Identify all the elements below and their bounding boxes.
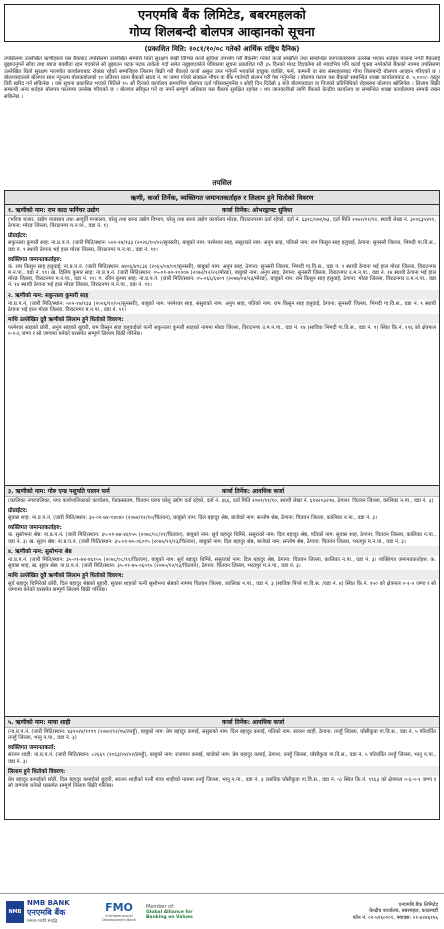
proprietor-details: सकुन्तला कुमारी साह: ना.प्र.प.नं. (जारी मिति/स्थान: ५०२-१७/१३३ (२०२६/१०/०२/सुनसरी), बाबुको नाम: परमेश्वर साह, ससुराको नाम: अनुप साह, पतिको नाम: राम किसुन साह हलुवाई, ठेगाना: सुनसरी जिल्ला, भिमदी गा.वि.स., वडा नं. ९ स्थायी ठेगाना भई हाल मोरङ जिल्ला, विराटनगर म.न.पा., वडा नं. ११। [8, 240, 436, 253]
section-2 [5, 486, 439, 717]
notice-title-line1: एनएमबि बैंक लिमिटेड, बबरमहलको [138, 7, 306, 22]
guarantor-details: क. राम किसुन साह हलुवाई: ना.प्र.प.नं. (जारी मिति/स्थान: ७४०६/४९८३६ (२०६५/०४/०१/सुनसरी), बाबुको नाम: अनुप साह, ठेगाना: सुनसरी जिल्ला, भिमदी गा.वि.स., वडा नं. ९ स्थायी ठेगाना भई हाल मोरङ जिल्ला, विराटनगर म.न.पा., वडा नं. ११। ख. दिलिप कुमार साह: ना.प्र.प.नं. (जारी मिति/स्थान: ०५-०१-७०-१०००७ (२०७२/१२/२२/मोरङ), बाबुको नाम: अनुप साह, ठेगाना: सुनसरी जिल्ला, विराटनगर उ.म.न.पा., वडा नं. १४ स्थायी ठेगाना भई हाल मोरङ जिल्ला, विराटनगर म.न.पा., वडा नं. ११। ग. रविन कुमार साह: ना.प्र.प.नं. (जारी मिति/स्थान: ०५-०६६/६४०९ (२०७७/०४/२३/मोरङ), बाबुको नाम: राम किसुन साह हलुवाई, ठेगाना: मोरङ जिल्ला, विराटनगर उ.म.न.पा., वडा नं. १४ स्थायी ठेगाना भई हाल मोरङ जिल्ला, विराटनगर म.न.पा., वडा नं. ११। [8, 263, 436, 289]
address-line-1: एनएमबि बैंक लिमिटेड [398, 902, 438, 909]
bank-tagline: सम्भव गराउँदै समृद्धि [27, 918, 58, 923]
loan-type: कर्जा तिर्नेक: आवधिक कर्जा [222, 488, 285, 495]
section-bar [5, 205, 439, 216]
section-bar [5, 717, 439, 728]
loan-type: कर्जा तिर्नेक: आवधिक कर्जा [222, 719, 285, 726]
guarantor-details: क. सुसोभना श्रेष्ठ: ना.प्र.प.नं. (जारी मिति/स्थान: ३५-०१-७४-४६१५५ (२०७८/०८/११/चितवन), बाबुको नाम: सुर्य बहादुर थिमिरे, ससुराको नाम: दिल बहादुर श्रेष्ठ, पतिको नाम: सुवास शाह, ठेगाना: चितवन जिल्ला, कालिका न.पा., वडा नं. ३। ख. सुहन श्रेष्ठ: ना.प्र.प.नं. (जारी मिति/स्थान: ३५-०१-७५-०६०१५ (२०७५/१२/१३/चितवन), बाबुको नाम: दिल बहादुर श्रेष्ठ, बाजेको नाम: सन्तोष श्रेष्ठ, ठेगाना: चितवन जिल्ला, भरतपुर म.न.पा., वडा नं. ३। [8, 532, 436, 545]
notice-title-line2: गोप्य शिलबन्दी बोलपत्र आव्हानको सूचना [129, 24, 315, 39]
publication-note: (प्रकाशित मिति: २०८१/१०/०८ गतेको आर्थिक राष्ट्रिय दैनिक) [144, 45, 300, 53]
notice-title-box [4, 4, 440, 42]
loan-type: कर्जा तिर्नेक: ओभरड्राफ्ट सुविधा [222, 207, 293, 214]
borrower-details: (भरिया बजार, उद्योग व्यवसाय तथा आपूर्ति मन्त्रालय, घरेलु तथा साना उद्योग विभाग, घरेलु तथा साना उद्योग कार्यालय मोरङ, विराटनगरमा दर्ता रहेको, दर्ता नं. ६३२८/०७२/७३, दर्ता मिति २०७२/०१/१२, स्थायी लेखा नं. ३००६३५४९१, ठेगाना: मोरङ जिल्ला, विराटनगर म.न.पा., वडा नं. १) [8, 217, 436, 230]
auction-details: परमेश्वर साहको छोरी, अनुप साहको बुहारी, राम किसुन साह हलुवाईको पत्नी सकुन्तला कुमारी साहको नाममा मोरङ जिल्ला, विराटनगर उ.म.न.पा., वडा नं. १४ (साविक भिमदी गा.वि.स., वडा नं. ९) स्थित कि.नं. १९६ को क्षेत्रफल ०-०-६ जग्गा र सो जग्गामा बनेको घरसमेत सम्पूर्ण लिलाम बिक्री गरिनेछ। [8, 325, 436, 338]
auction-details: प्रेम बहादुर कमाईको छोरी, दिल बहादुर कमाईको बुहारी, साजन शाहीको पत्नी माया शाहीको नाममा तनहुँ जिल्ला, भानु न.पा., वडा नं. ३ (साविक घाँसीकुवा गा.वि.स., वडा नं. ५) स्थित कि.नं. १९६३ को क्षेत्रफल ०-६-०-१ जग्गा र सो जग्गामा बनेको घरसमेत सम्पूर्ण लिलाम बिक्री गरिनेछ। [8, 776, 436, 790]
details-table [4, 190, 440, 820]
proprietor-label: प्रोप्राईटर: [8, 508, 28, 515]
guarantor-details: साजन शाही: ना.प्र.प.नं. (जारी मिति/स्थान: ८२६६९ (२०६३/०४/०२/तनहुँ), बाबुको नाम: राजमान कमाई, बाजेको नाम: प्रेम बहादुर कमाई, ठेगाना: तनहुँ जिल्ला, घाँसीकुवा गा.वि.स., वडा नं. ५ परिवर्तित तनहुँ जिल्ला, भानु न.पा., वडा नं. ३। [8, 752, 436, 765]
membership-block [146, 904, 206, 920]
gabv-name: Global Alliance for Banking on Values [146, 909, 193, 920]
auction-label: माथि उल्लेखित दुवै ऋणीको लिलाम हुने धितोको विवरण: [5, 314, 439, 324]
bank-address [206, 902, 438, 921]
borrower-name: ५. ऋणीको नाम: माया शाही [8, 719, 71, 726]
member-of-label: Member of: [146, 903, 175, 910]
second-borrower-heading: २. ऋणीको नाम: सकुन्तला कुमारी साह [5, 290, 439, 300]
borrower-details: (कालिका नगरपालिका, नगर कार्यपालिकाको कार्यालय, गेडकस्वतम, चितवन घरमा घरेलु उद्योग दर्ता रहेको, दर्ता नं. ३६६, दर्ता मिति २०७९/११/१०, स्थायी लेखा नं. ६१४२०३२९७, ठेगाना: चितवन जिल्ला, कालिका न.पा., वडा नं. ३) [8, 498, 434, 504]
guarantor-label: व्यक्तिगत जमानतकर्ताहरु: [8, 256, 62, 263]
second-borrower-heading: ४. ऋणीको नाम: सुसोभना श्रेष्ठ [5, 546, 439, 556]
section-3 [5, 717, 439, 819]
auction-label: लिलाम हुने धितोको विवरण: [5, 766, 439, 776]
proprietor-details: सुवास शाह: ना.प्र.प.नं. (जारी मिति/स्थान: ३५-०१-७४-१४०४० (२०७४/१२/१०/चितवन), बाबुको नाम: दिल बहादुर श्रेष्ठ, बाजेको नाम: सन्तोष श्रेष्ठ, ठेगाना: चितवन जिल्ला, कालिका न.पा., वडा नं. ३। [8, 515, 378, 522]
second-borrower-details: ना.प्र.प.नं. (जारी मिति/स्थान: ३५-०१-७४-४६१५५ (२०७८/०८/११/चितवन), बाबुको नाम: सुर्य बहादुर थिमिरे, ससुराको नाम: दिल बहादुर श्रेष्ठ, ठेगाना: चितवन जिल्ला, कालिका न.पा., वडा नं. ३। व्यक्तिगत जमानतकर्ताहरु: क. सुवास शाह, ख. सुहन श्रेष्ठ: ना.प्र.प.नं. (जारी मिति/स्थान: ३५-०१-७५-०६०१५ (२०७५/१२/१३/चितवन), ठेगाना: चितवन जिल्ला, भरतपुर म.न.पा., वडा नं. ३। [8, 556, 436, 570]
borrower-name: ३. ऋणीको नाम: गोरु एन्ड पशुपति पालन फर्म [8, 488, 110, 495]
second-borrower-details: ना.प्र.प.नं. (जारी मिति/स्थान: ५०२-१७/१३३ (२०२६/१०/०२/सुनसरी), बाबुको नाम: परमेश्वर साह, ससुराको नाम: अनुप साह, पतिको नाम: राम किसुन साह हलुवाई, ठेगाना: सुनसरी जिल्ला, भिमदी गा.वि.स., वडा नं. ९ स्थायी ठेगाना भई हाल मोरङ जिल्ला, विराटनगर म.न.पा., वडा नं. ११। [8, 300, 436, 313]
guarantor-label: व्यक्तिगत जमानतकर्ता: [8, 745, 56, 752]
borrower-details: (ना.प्र.प.नं. (जारी मिति/स्थान: ४३१०२४/११९९ (२०७०/१२/१७/तनहुँ), बाबुको नाम: प्रेम बहादुर कमाई, ससुराको नाम: दिल बहादुर कमाई, पतिको नाम: साजन शाही, ठेगाना: तनहुँ जिल्ला, घाँसीकुवा गा.वि.स., वडा नं. ५ परिवर्तित तनहुँ जिल्ला, भानु न.पा., वडा नं. ३) [8, 729, 436, 742]
auction-label: माथि उल्लेखित दुवै ऋणीको लिलाम हुने धितोको विवरण: [5, 570, 439, 580]
fmo-logo [98, 901, 140, 922]
bank-name-english: NMB BANK [27, 899, 70, 907]
intro-text: तपसिलमा उल्लेखित ऋणीहरुले यस बैंकबाट तपसिलमा उल्लेखित सम्पत्ति धितो सुरक्षण राखी विभिन्न कर्जा सुविधा उपभोग गरी बैंकसँग गरेको कर्जा सम्झौता तथा सम्बन्धित कागजातहरुमा उल्लेख भएका शर्तहरु पालना नगरी बैंकलाई बुझाउनुपर्ने साँवा तथा ब्याज बक्यौता रहन गएकोले सो बुझाउन पटक पटक ताकेता गर्दा समेत नबुझाएकोले पत्रिकामा सूचना प्रकाशित गरी ३५ दिनको म्याद दिएकोमा सो म्यादभित्र पनि कर्जा चुक्ता नगरेकोले बैंकको नाममा तपसिलमा उल्लेखित धितो सुरक्षण मालपोत कार्यालयबाट रोक्का रहेको सम्पत्तिहरु लिलाम बिक्री गरी बैंकको कर्जा असुल उपर गर्नुपर्ने भएकोले इच्छुक व्यक्ति, फर्म, कम्पनी वा संघ संस्थाहरुबाट गोप्य शिलबन्दी बोलपत्र आव्हान गरिएको छ । बोलपत्रदाताले बोलपत्र साथ न्यूनतम बोलकबोलको १० प्रतिशत रकम बैंकको खाता नं. मा जम्मा गरेको सक्कल भौचर वा बैंक ग्यारेण्टी संलग्न गरी पेश गर्नुपर्नेछ । बोलपत्र फारम यस बैंकको सम्बन्धित शाखा कार्यालयबाट रु. ५,०००/- दस्तुर तिरी खरिद गर्न सकिनेछ । यस सूचना प्रकाशित भएको मितिले १५ औं दिनको कार्यालय समयभित्र बोलपत्र दर्ता गरिसक्नुपर्नेछ र सोही दिन दिउँसो ३ बजे बोलपत्रदाता वा निजको प्रतिनिधिको रोहबरमा बोलपत्र खोलिनेछ । लिलाम बिक्री सम्बन्धी अन्य शर्तहरु बोलपत्र फारममा उल्लेख गरिएको छ । बोलपत्र स्वीकृत गर्ने वा नगर्ने सम्पूर्ण अधिकार यस बैंकमा सुरक्षित रहनेछ । थप जानकारीको लागि बैंकको केन्द्रीय कार्यालय वा सम्बन्धित शाखा कार्यालयमा सम्पर्क राख्न सकिनेछ । [4, 56, 440, 100]
bank-name-nepali: एनएमबि बैंक [27, 908, 66, 917]
fmo-subtitle: Entrepreneurial Development Bank [102, 914, 136, 922]
table-title: तपसिल [212, 179, 232, 187]
section-1 [5, 205, 439, 486]
footer [0, 893, 444, 929]
intro-paragraph [4, 56, 440, 176]
address-line-2: केन्द्रीय कार्यालय, बबरमहल, काठमाडौं [369, 908, 438, 915]
table-header: ऋणी, कर्जा तिर्नेक, व्यक्तिगत जमानतकर्ताहरु र लिलाम हुने धितोको विवरण [5, 191, 439, 205]
auction-details: सुर्य बहादुर थिमिरेको छोरी, दिल बहादुर श्रेष्ठको बुहारी, सुवास शाहको पत्नी सुसोभना श्रेष्ठको नाममा चितवन जिल्ला, कालिका न.पा., वडा नं. ३ (साविक पिप्ले गा.वि.स. /वडा नं. ४) स्थित कि.नं. ९५० को क्षेत्रफल ०-१-० जग्गा र सो जग्गामा बनेको घरसमेत सम्पूर्ण लिलाम बिक्री गरिनेछ। [8, 581, 436, 594]
bank-logo-icon: NMB [6, 901, 24, 923]
bank-logo [6, 899, 98, 924]
section-bar [5, 486, 439, 497]
address-line-3: फोन नं. ०१-५९६०००१, फ्याक्स: ०१-४२४६१५६ [352, 914, 438, 921]
guarantor-label: व्यक्तिगत जमानतकर्ताहरु: [8, 525, 62, 532]
fmo-logo-icon: FMO [105, 901, 133, 914]
proprietor-label: प्रोप्राईटर: [8, 233, 28, 240]
borrower-name: १. ऋणीको नाम: राम काठ फर्निचर उद्योग [8, 207, 99, 214]
